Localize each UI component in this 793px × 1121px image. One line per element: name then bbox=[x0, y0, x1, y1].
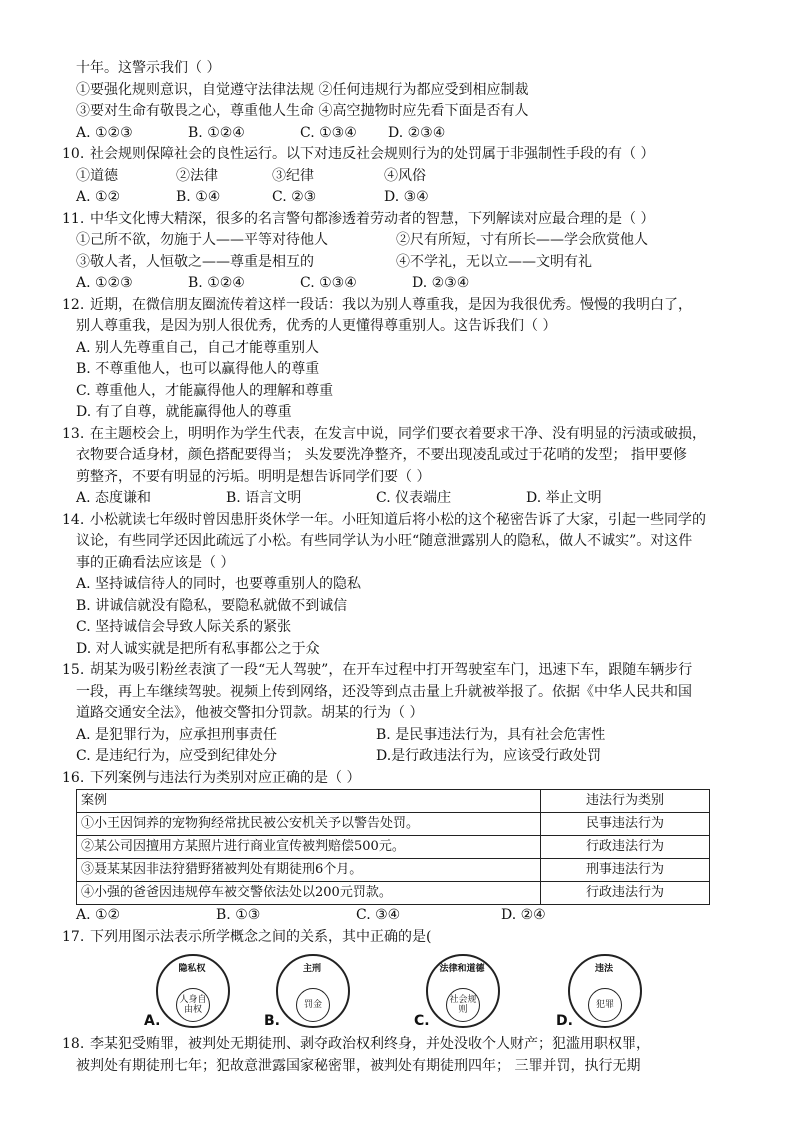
column-header: 违法行为类别 bbox=[541, 790, 710, 813]
option-c: C. ①③④ bbox=[300, 275, 357, 291]
question-14 bbox=[62, 510, 752, 532]
column-header: 案例 bbox=[77, 790, 541, 813]
option-c: C. ②③ bbox=[272, 189, 317, 205]
question-12 bbox=[62, 295, 752, 317]
outer-label: 主刑 bbox=[302, 964, 321, 974]
question-stem-line: 衣物要合适身材，颜色搭配要得当； 头发要洗净整齐，不要出现凌乱或过于花哨的发型； 指甲要修 bbox=[76, 447, 687, 463]
diagram-letter: D. bbox=[556, 1012, 573, 1029]
q15-options bbox=[62, 725, 752, 747]
case-cell: ②某公司因擅用方某照片进行商业宣传被判赔偿500元。 bbox=[77, 836, 541, 859]
category-cell: 民事违法行为 bbox=[541, 813, 710, 836]
option-b: B. 不尊重他人，也可以赢得他人的尊重 bbox=[76, 361, 320, 377]
option-c: C. ①③④ bbox=[300, 124, 357, 141]
option-a: A. ①② bbox=[76, 907, 121, 923]
q10-options bbox=[62, 187, 752, 209]
question-number: 13. bbox=[62, 425, 85, 442]
option-d: D. ②③④ bbox=[388, 124, 446, 141]
question-11 bbox=[62, 209, 752, 231]
option-a: A. 态度谦和 bbox=[76, 490, 152, 506]
question-stem-line: 一段，再上车继续驾驶。视频上传到网络，还没等到点击量上升就被举报了。依据《中华人民共和国 bbox=[76, 683, 692, 700]
question-number: 11. bbox=[62, 210, 85, 227]
inner-circle-label: 人身自由权 bbox=[176, 988, 210, 1022]
option-d: D. ②④ bbox=[501, 907, 546, 923]
inner-circle-label: 罚金 bbox=[296, 988, 330, 1022]
question-stem-line: 剪整齐，不要有明显的污垢。明明是想告诉同学们要（ ） bbox=[76, 468, 431, 485]
question-13 bbox=[62, 424, 752, 446]
question-stem-line: 别人尊重我，是因为别人很优秀，优秀的人更懂得尊重别人。这告诉我们（ ） bbox=[76, 318, 557, 334]
question-number: 18. bbox=[62, 1036, 85, 1052]
case-cell: ③聂某某因非法狩猎野猪被判处有期徒刑6个月。 bbox=[77, 859, 541, 882]
q9-statement-line: ①要强化规则意识，自觉遵守法律法规 ②任何违规行为都应受到相应制裁 bbox=[76, 81, 529, 98]
case-table bbox=[76, 789, 710, 905]
table-row bbox=[77, 859, 710, 882]
outer-label: 违法 bbox=[594, 964, 613, 974]
option-b: B. ①④ bbox=[176, 189, 221, 205]
question-stem: 中华文化博大精深，很多的名言警句都渗透着劳动者的智慧，下列解读对应最合理的是（ ） bbox=[90, 210, 655, 227]
diagram-a bbox=[142, 952, 242, 1030]
question-16 bbox=[62, 768, 752, 790]
option-b: B. ①③ bbox=[216, 907, 261, 923]
question-stem: 李某犯受贿罪，被判处无期徒刑、剥夺政治权利终身，并处没收个人财产；犯滥用职权罪， bbox=[90, 1036, 650, 1052]
category-cell: 行政违法行为 bbox=[541, 882, 710, 905]
q11-statements bbox=[62, 252, 752, 274]
item: ①道德 bbox=[76, 167, 118, 184]
option-d: D. 有了自尊，就能赢得他人的尊重 bbox=[76, 404, 292, 420]
item: ④风俗 bbox=[384, 167, 426, 184]
question-18 bbox=[62, 1034, 752, 1056]
question-stem: 社会规则保障社会的良性运行。以下对违反社会规则行为的处罚属于非强制性手段的有（ ） bbox=[90, 146, 655, 162]
inner-circle-label: 社会规则 bbox=[446, 988, 480, 1022]
question-15 bbox=[62, 660, 752, 682]
option-a: A. 坚持诚信待人的同时，也要尊重别人的隐私 bbox=[76, 576, 362, 592]
outer-label: 法律和道德 bbox=[439, 964, 485, 974]
q16-options bbox=[62, 905, 752, 927]
table-row bbox=[77, 836, 710, 859]
statement: ②尺有所短，寸有所长——学会欣赏他人 bbox=[396, 232, 648, 248]
item: ③纪律 bbox=[272, 167, 314, 184]
diagram-b bbox=[262, 952, 362, 1030]
option-c: C. 坚持诚信会导致人际关系的紧张 bbox=[76, 619, 292, 635]
question-stem-line: 道路交通安全法》，他被交警扣分罚款。胡某的行为（ ） bbox=[76, 705, 424, 721]
q9-statement-line: ③要对生命有敬畏之心，尊重他人生命 ④高空抛物时应先看下面是否有人 bbox=[76, 103, 529, 119]
concept-diagrams bbox=[62, 952, 752, 1034]
question-number: 16. bbox=[62, 769, 85, 786]
diagram-c bbox=[412, 952, 512, 1030]
question-stem: 小松就读七年级时曾因患肝炎休学一年。小旺知道后将小松的这个秘密告诉了大家，引起一些同学的 bbox=[90, 511, 706, 528]
category-cell: 行政违法行为 bbox=[541, 836, 710, 859]
option-c: C. 是违纪行为，应受到纪律处分 bbox=[76, 748, 278, 764]
option-b: B. ①②④ bbox=[188, 124, 245, 141]
table-header-row bbox=[77, 790, 710, 813]
question-stem: 在主题校会上，明明作为学生代表，在发言中说，同学们要衣着要求干净、没有明显的污渍或破损， bbox=[90, 425, 706, 442]
item: ②法律 bbox=[176, 167, 218, 184]
outer-label: 隐私权 bbox=[178, 964, 206, 974]
statement: ①己所不欲，勿施于人——平等对待他人 bbox=[76, 232, 328, 248]
exam-page bbox=[62, 58, 752, 1077]
diagram-letter: C. bbox=[414, 1012, 430, 1029]
option-c: C. 仪表端庄 bbox=[376, 490, 452, 506]
q13-options bbox=[62, 488, 752, 510]
statement: ④不学礼，无以立——文明有礼 bbox=[396, 253, 592, 270]
option-d: D. ③④ bbox=[384, 189, 429, 205]
table-row bbox=[77, 882, 710, 905]
question-stem: 胡某为吸引粉丝表演了一段“无人驾驶”，在开车过程中打开驾驶室车门，迅速下车，跟随车辆步行 bbox=[90, 662, 693, 678]
case-cell: ④小强的爸爸因违规停车被交警依法处以200元罚款。 bbox=[77, 882, 541, 905]
diagram-letter: B. bbox=[264, 1012, 280, 1029]
option-c: C. ③④ bbox=[356, 907, 401, 923]
q11-statements bbox=[62, 230, 752, 252]
question-number: 10. bbox=[62, 146, 85, 162]
option-a: A. 是犯罪行为，应承担刑事责任 bbox=[76, 726, 278, 743]
question-stem: 下列案例与违法行为类别对应正确的是（ ） bbox=[90, 769, 361, 786]
q15-options bbox=[62, 746, 752, 768]
q11-options bbox=[62, 273, 752, 295]
diagram-d bbox=[554, 952, 654, 1030]
question-stem-line: 被判处有期徒刑七年；犯故意泄露国家秘密罪，被判处有期徒刑四年； 三罪并罚，执行无期 bbox=[76, 1057, 641, 1074]
question-number: 17. bbox=[62, 928, 85, 945]
q9-options bbox=[62, 123, 752, 145]
question-17 bbox=[62, 927, 752, 949]
option-b: B. 语言文明 bbox=[226, 490, 302, 506]
table-row bbox=[77, 813, 710, 836]
q10-items bbox=[62, 166, 752, 188]
option-a: A. ①②③ bbox=[76, 124, 133, 141]
case-cell: ①小王因饲养的宠物狗经常扰民被公安机关予以警告处罚。 bbox=[77, 813, 541, 836]
diagram-letter: A. bbox=[144, 1012, 161, 1029]
option-a: A. 别人先尊重自己，自己才能尊重别人 bbox=[76, 339, 320, 356]
option-b: B. ①②④ bbox=[188, 275, 245, 291]
option-c: C. 尊重他人，才能赢得他人的理解和尊重 bbox=[76, 382, 334, 399]
question-10 bbox=[62, 144, 752, 166]
question-stem-line: 事的正确看法应该是（ ） bbox=[76, 554, 235, 571]
option-a: A. ①② bbox=[76, 189, 121, 205]
question-number: 14. bbox=[62, 511, 85, 528]
question-stem: 近期，在微信朋友圈流传着这样一段话：我以为别人尊重我，是因为我很优秀。慢慢的我明白了， bbox=[90, 296, 692, 313]
question-stem: 下列用图示法表示所学概念之间的关系，其中正确的是( bbox=[90, 928, 432, 945]
option-d: D. 举止文明 bbox=[526, 490, 602, 506]
option-d: D. ②③④ bbox=[412, 275, 470, 291]
question-number: 15. bbox=[62, 662, 85, 678]
option-b: B. 讲诚信就没有隐私，要隐私就做不到诚信 bbox=[76, 597, 348, 614]
option-a: A. ①②③ bbox=[76, 275, 133, 291]
question-number: 12. bbox=[62, 296, 85, 313]
category-cell: 刑事违法行为 bbox=[541, 859, 710, 882]
question-stem-line: 议论，有些同学还因此疏远了小松。有些同学认为小旺“随意泄露别人的隐私，做人不诚实”。对这件 bbox=[76, 533, 693, 549]
inner-circle-label: 犯罪 bbox=[588, 988, 622, 1022]
q9-stem-continued: 十年。这警示我们（ ） bbox=[76, 60, 221, 76]
option-d: D. 对人诚实就是把所有私事都公之于众 bbox=[76, 640, 320, 657]
option-d: D.是行政违法行为，应该受行政处罚 bbox=[376, 748, 602, 764]
option-b: B. 是民事违法行为，具有社会危害性 bbox=[376, 726, 606, 743]
statement: ③敬人者，人恒敬之——尊重是相互的 bbox=[76, 253, 314, 270]
